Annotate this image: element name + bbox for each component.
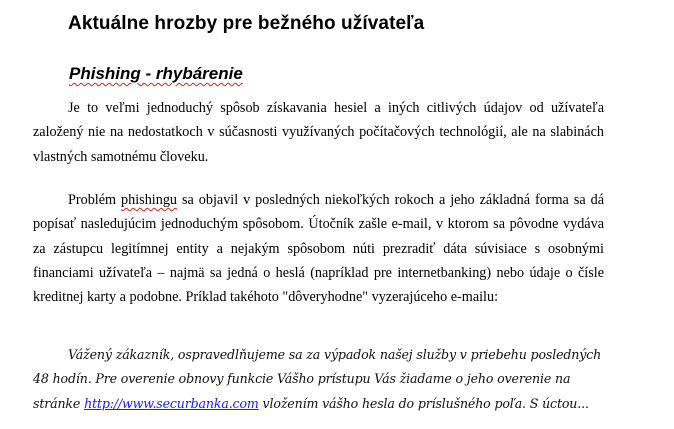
example-email-text: Vážený zákazník, ospravedlňujeme sa za výpadok našej služby v priebehu posledných 48 hodín. Pre overenie obnovy funkcie Vášho prístupu Vás žiadame o jeho overenie na stránke (33, 347, 602, 411)
paragraph-problem-start: Problém (68, 192, 122, 208)
paragraph-intro: Je to veľmi jednoduchý spôsob získavania hesiel a iných citlivých údajov od užívateľa založený nie na nedostatkoch v súčasnosti využívaných počítačových technológií, ale na slabinách vlastných samotnému človeku. (33, 100, 604, 165)
spellcheck-word: phishingu (121, 192, 178, 208)
example-email-closing: vložením vášho hesla do príslušného poľa. S úctou... (258, 395, 589, 411)
paragraph-problem-rest: sa objavil v posledných niekoľkých rokoch a jeho základná forma sa dá popísať nasledujúcim jednoduchým spôsobom. Útočník zašle e-mail, v ktorom sa pôvodne vydáva za zástupcu legitímnej entity a nejakým spôsobom núti prezradiť dáta súvisiace s osobnými financiami užívateľa – najmä sa jedná o heslá (napríklad pre internetbanking) nebo údaje o čísle kreditnej karty a podobne. Príklad takéhoto "dôveryhodne" vyzerajúceho e-mailu: (33, 192, 604, 306)
paragraph-example-email (33, 343, 604, 416)
section-heading: Phishing - rhybárenie (69, 64, 243, 83)
example-link[interactable]: http://www.securbanka.com (84, 395, 259, 411)
document-title: Aktuálne hrozby pre bežného užívateľa (68, 13, 425, 34)
paragraph-problem (33, 188, 604, 309)
